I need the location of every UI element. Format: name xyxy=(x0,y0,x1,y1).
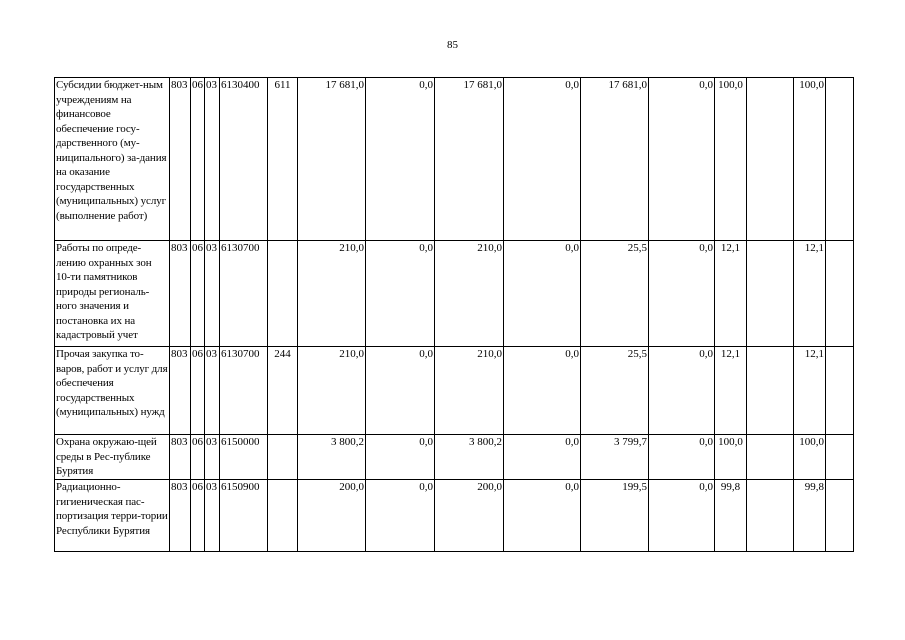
expense-kind: 611 xyxy=(268,78,298,241)
subsection-code: 03 xyxy=(205,241,220,347)
approved-federal: 0,0 xyxy=(366,435,435,480)
table-row xyxy=(55,480,854,552)
target-code: 6130700 xyxy=(220,347,268,435)
execution-percent-total: 100,0 xyxy=(794,78,826,241)
empty-cell xyxy=(826,480,854,552)
expense-kind xyxy=(268,435,298,480)
execution-percent: 12,1 xyxy=(715,347,747,435)
table-row xyxy=(55,347,854,435)
refined-federal: 0,0 xyxy=(504,480,581,552)
subsection-code: 03 xyxy=(205,78,220,241)
ministry-code: 803 xyxy=(170,347,191,435)
executed-total: 199,5 xyxy=(581,480,649,552)
empty-cell xyxy=(747,480,794,552)
target-code: 6130400 xyxy=(220,78,268,241)
approved-total: 17 681,0 xyxy=(298,78,366,241)
empty-cell xyxy=(747,347,794,435)
executed-total: 3 799,7 xyxy=(581,435,649,480)
row-name: Радиационно-гигиеническая пас-портизация терри-тории Республики Бурятия xyxy=(55,480,170,552)
empty-cell xyxy=(747,435,794,480)
table-body xyxy=(55,78,854,552)
executed-federal: 0,0 xyxy=(649,347,715,435)
section-code: 06 xyxy=(191,480,205,552)
row-name: Охрана окружаю-щей среды в Рес-публике Бурятия xyxy=(55,435,170,480)
approved-total: 3 800,2 xyxy=(298,435,366,480)
approved-federal: 0,0 xyxy=(366,347,435,435)
execution-percent: 99,8 xyxy=(715,480,747,552)
ministry-code: 803 xyxy=(170,435,191,480)
executed-total: 17 681,0 xyxy=(581,78,649,241)
target-code: 6130700 xyxy=(220,241,268,347)
execution-percent-total: 12,1 xyxy=(794,347,826,435)
expense-kind: 244 xyxy=(268,347,298,435)
budget-table xyxy=(54,77,854,552)
row-name: Работы по опреде-лению охранных зон 10-ти памятников природы региональ-ного значения и постановка их на кадастровый учет xyxy=(55,241,170,347)
section-code: 06 xyxy=(191,347,205,435)
subsection-code: 03 xyxy=(205,435,220,480)
section-code: 06 xyxy=(191,435,205,480)
target-code: 6150900 xyxy=(220,480,268,552)
ministry-code: 803 xyxy=(170,480,191,552)
execution-percent: 100,0 xyxy=(715,435,747,480)
refined-federal: 0,0 xyxy=(504,435,581,480)
execution-percent-total: 100,0 xyxy=(794,435,826,480)
executed-total: 25,5 xyxy=(581,347,649,435)
refined-federal: 0,0 xyxy=(504,241,581,347)
refined-total: 17 681,0 xyxy=(435,78,504,241)
row-name: Субсидии бюджет-ным учреждениям на финансовое обеспечение госу-дарственного (му-ниципального) за-дания на оказание государственных (муниципальных) услуг (выполнение работ) xyxy=(55,78,170,241)
table-row xyxy=(55,78,854,241)
empty-cell xyxy=(747,78,794,241)
executed-total: 25,5 xyxy=(581,241,649,347)
empty-cell xyxy=(826,78,854,241)
approved-federal: 0,0 xyxy=(366,480,435,552)
ministry-code: 803 xyxy=(170,78,191,241)
executed-federal: 0,0 xyxy=(649,435,715,480)
subsection-code: 03 xyxy=(205,347,220,435)
target-code: 6150000 xyxy=(220,435,268,480)
refined-total: 210,0 xyxy=(435,241,504,347)
approved-total: 200,0 xyxy=(298,480,366,552)
page-number: 85 xyxy=(447,39,458,51)
ministry-code: 803 xyxy=(170,241,191,347)
refined-federal: 0,0 xyxy=(504,347,581,435)
execution-percent: 100,0 xyxy=(715,78,747,241)
empty-cell xyxy=(826,435,854,480)
table-row xyxy=(55,435,854,480)
expense-kind xyxy=(268,480,298,552)
executed-federal: 0,0 xyxy=(649,78,715,241)
approved-federal: 0,0 xyxy=(366,78,435,241)
refined-total: 200,0 xyxy=(435,480,504,552)
empty-cell xyxy=(826,347,854,435)
execution-percent-total: 12,1 xyxy=(794,241,826,347)
empty-cell xyxy=(747,241,794,347)
approved-total: 210,0 xyxy=(298,347,366,435)
subsection-code: 03 xyxy=(205,480,220,552)
table-row xyxy=(55,241,854,347)
approved-federal: 0,0 xyxy=(366,241,435,347)
row-name: Прочая закупка то-варов, работ и услуг для обеспечения государственных (муниципальных) нужд xyxy=(55,347,170,435)
executed-federal: 0,0 xyxy=(649,480,715,552)
refined-federal: 0,0 xyxy=(504,78,581,241)
execution-percent: 12,1 xyxy=(715,241,747,347)
expense-kind xyxy=(268,241,298,347)
refined-total: 3 800,2 xyxy=(435,435,504,480)
approved-total: 210,0 xyxy=(298,241,366,347)
refined-total: 210,0 xyxy=(435,347,504,435)
empty-cell xyxy=(826,241,854,347)
section-code: 06 xyxy=(191,241,205,347)
section-code: 06 xyxy=(191,78,205,241)
executed-federal: 0,0 xyxy=(649,241,715,347)
execution-percent-total: 99,8 xyxy=(794,480,826,552)
